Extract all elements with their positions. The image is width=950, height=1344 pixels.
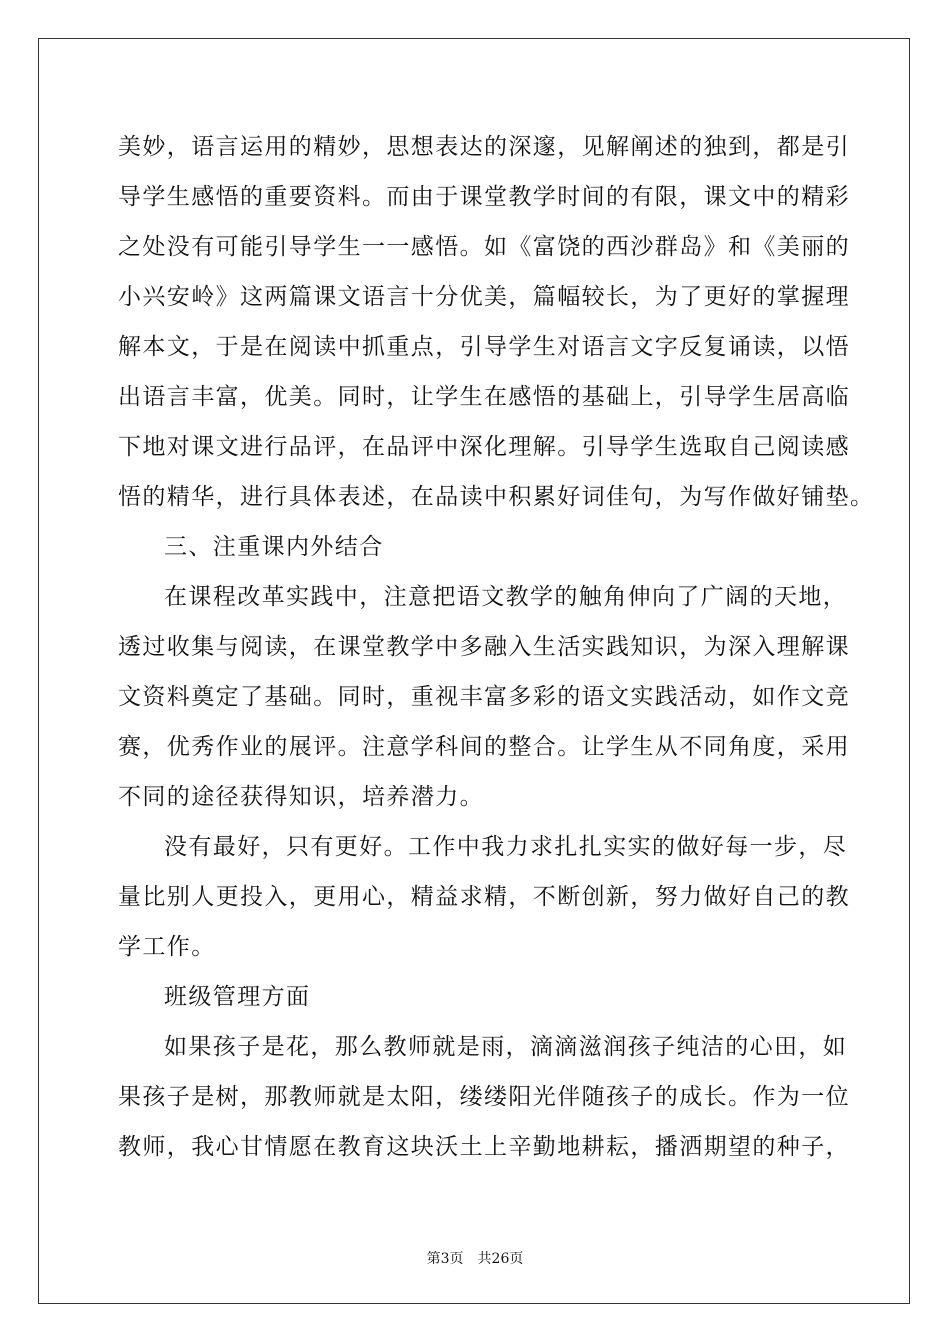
page-footer <box>0 1248 950 1268</box>
text-line: 小兴安岭》这两篇课文语言十分优美，篇幅较长，为了更好的掌握理 <box>118 284 850 310</box>
text-line: 悟的精华，进行具体表述，在品读中积累好词佳句，为写作做好铺垫。 <box>118 484 875 510</box>
text-line: 果孩子是树，那教师就是太阳，缕缕阳光伴随孩子的成长。作为一位 <box>118 1084 850 1110</box>
text-line: 文资料奠定了基础。同时，重视丰富多彩的语文实践活动，如作文竞 <box>118 684 850 710</box>
text-line: 没有最好，只有更好。工作中我力求扎扎实实的做好每一步，尽 <box>164 834 848 860</box>
text-line: 透过收集与阅读，在课堂教学中多融入生活实践知识，为深入理解课 <box>118 634 850 660</box>
text-line: 如果孩子是花，那么教师就是雨，滴滴滋润孩子纯洁的心田，如 <box>164 1034 848 1060</box>
section-heading: 三、注重课内外结合 <box>164 534 384 560</box>
text-line: 美妙，语言运用的精妙，思想表达的深邃，见解阐述的独到，都是引 <box>118 134 850 160</box>
text-line: 下地对课文进行品评，在品评中深化理解。引导学生选取自己阅读感 <box>118 434 850 460</box>
page-total: 共26页 <box>477 1251 524 1267</box>
text-line: 导学生感悟的重要资料。而由于课堂教学时间的有限，课文中的精彩 <box>118 184 850 210</box>
document-body <box>118 122 875 1172</box>
section-heading: 班级管理方面 <box>164 984 311 1010</box>
text-line: 出语言丰富，优美。同时，让学生在感悟的基础上，引导学生居高临 <box>118 384 850 410</box>
text-line: 不同的途径获得知识，培养潜力。 <box>118 784 484 810</box>
text-line: 量比别人更投入，更用心，精益求精，不断创新，努力做好自己的教 <box>118 884 850 910</box>
text-line: 在课程改革实践中，注意把语文教学的触角伸向了广阔的天地， <box>164 584 848 610</box>
text-line: 解本文，于是在阅读中抓重点，引导学生对语言文字反复诵读，以悟 <box>118 334 850 360</box>
text-line: 赛，优秀作业的展评。注意学科间的整合。让学生从不同角度，采用 <box>118 734 850 760</box>
page-number: 第3页 <box>426 1251 464 1267</box>
text-line: 学工作。 <box>118 934 216 960</box>
text-line: 之处没有可能引导学生一一感悟。如《富饶的西沙群岛》和《美丽的 <box>118 234 850 260</box>
text-line: 教师，我心甘情愿在教育这块沃土上辛勤地耕耘，播洒期望的种子， <box>118 1134 850 1160</box>
